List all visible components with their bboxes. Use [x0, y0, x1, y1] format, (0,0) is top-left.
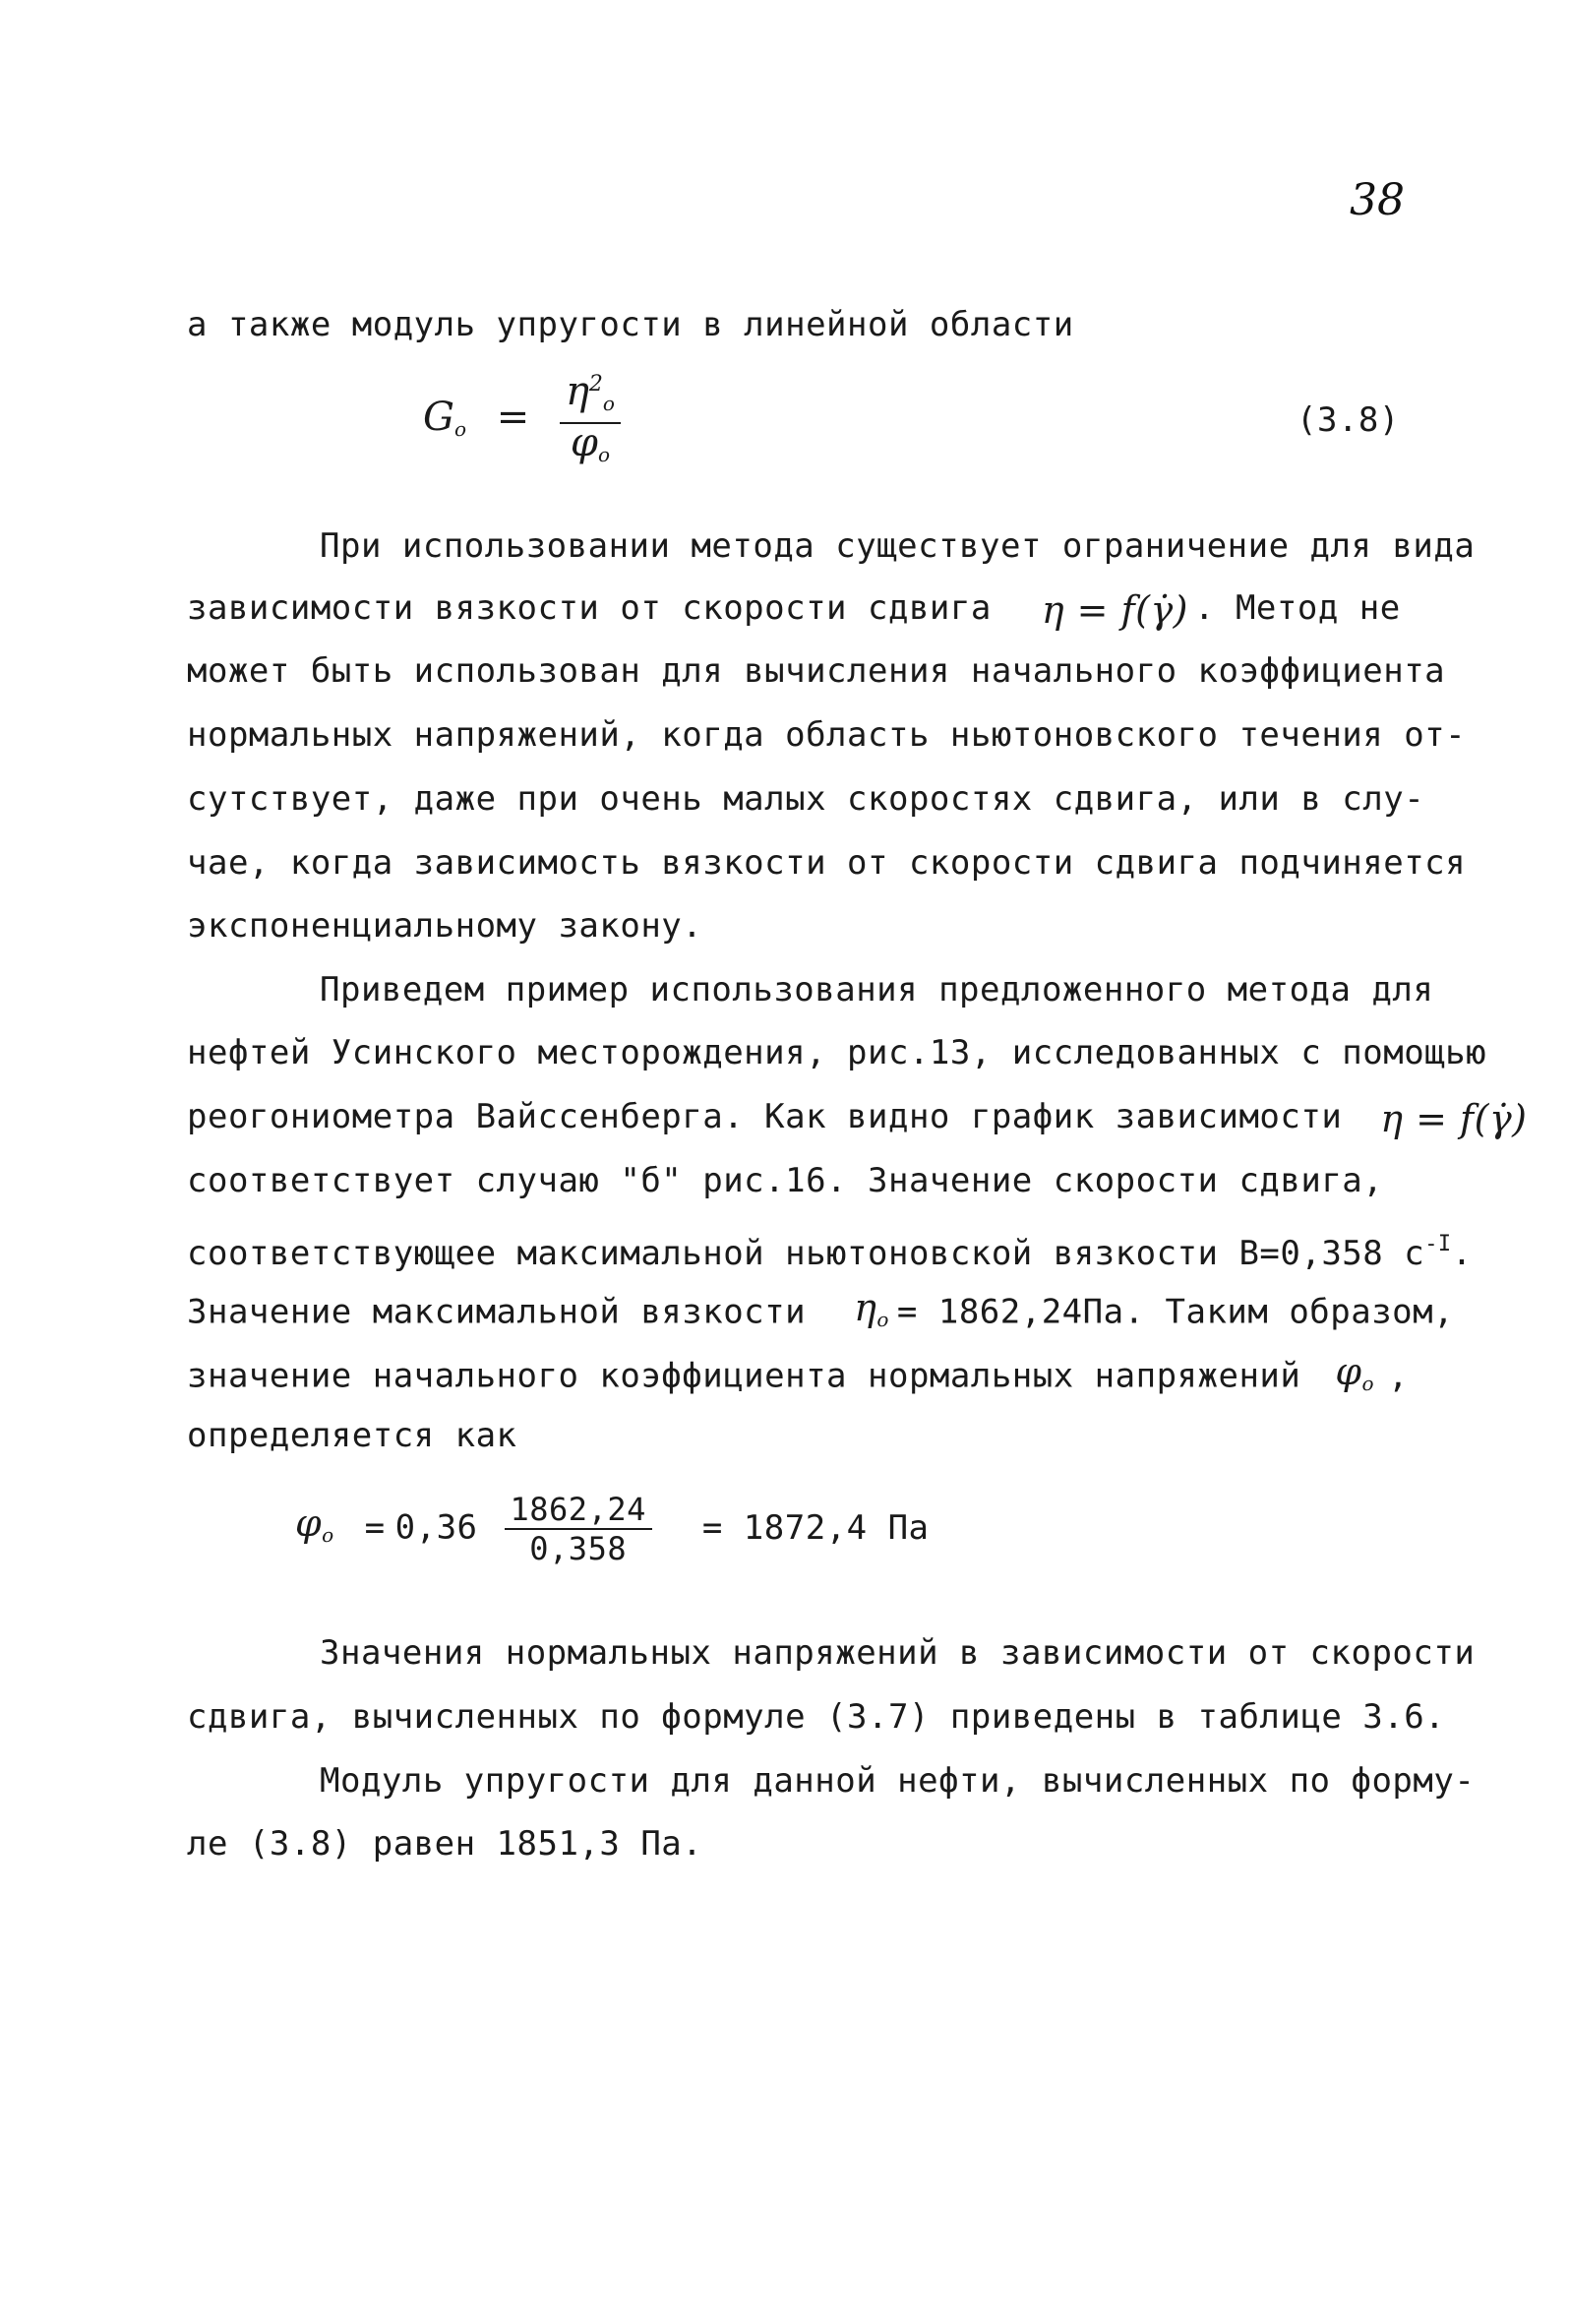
text-line: может быть использован для вычисления начального коэффициента: [187, 651, 1446, 691]
text-line: значение начального коэффициента нормальных напряжений $\varphi_o$ ,: [187, 1352, 1409, 1403]
eq-phi-denominator: 0,358: [529, 1530, 628, 1567]
text-line: зависимости вязкости от скорости сдвига η = f(γ̇) . Метод не: [187, 587, 1401, 632]
text-line: экспоненциальному закону.: [187, 906, 703, 946]
inline-formula-eta-f-gamma: η = f(γ̇): [1041, 587, 1189, 632]
equation-label: (3.8): [1297, 400, 1400, 440]
text-line: соответствующее максимальной ньютоновской вязкости В=0,358 $с^{-I}$.: [187, 1232, 1473, 1273]
text-line: Приведем пример использования предложенного метода для: [320, 970, 1434, 1009]
text-line: ле (3.8) равен 1851,3 Па.: [187, 1824, 703, 1864]
eq-lhs: $G_o$: [423, 394, 466, 441]
page-number: 38: [1350, 175, 1405, 225]
text-line: реогониометра Вайссенберга. Как видно график зависимости η = f(γ̇): [187, 1096, 1528, 1140]
eq-phi-lhs: $\varphi_o$: [295, 1501, 334, 1547]
inline-phi0: $\varphi_o$: [1335, 1350, 1375, 1395]
eq-equals: =: [496, 394, 530, 440]
inline-eta0: $\eta_o$: [854, 1286, 889, 1331]
equation-3-8: [423, 366, 621, 473]
text-line: соответствует случаю "б" рис.16. Значение скорости сдвига,: [187, 1161, 1384, 1200]
text-line: Значения нормальных напряжений в зависимости от скорости: [320, 1633, 1476, 1673]
text-line: определяется как: [187, 1416, 517, 1455]
text-line: Модуль упругости для данной нефти, вычисленных по форму-: [320, 1761, 1476, 1801]
inline-formula-eta-f-gamma: η = f(γ̇): [1380, 1096, 1528, 1140]
text-line: сутствует, даже при очень малых скоростях сдвига, или в слу-: [187, 779, 1425, 819]
text-line: а также модуль упругости в линейной области: [187, 305, 1074, 344]
text-line: Значение максимальной вязкости $\eta_o = 1862,24Па$. Таким образом,: [187, 1288, 1454, 1339]
text-line: сдвига, вычисленных по формуле (3.7) приведены в таблице 3.6.: [187, 1697, 1446, 1737]
text-line: При использовании метода существует ограничение для вида: [320, 526, 1476, 566]
eq-phi-result: = 1872,4 Па: [701, 1507, 930, 1548]
text-line: нефтей Усинского месторождения, рис.13, исследованных с помощью: [187, 1033, 1487, 1072]
eq-fraction: [560, 366, 621, 473]
text-line: нормальных напряжений, когда область ньютоновского течения от-: [187, 715, 1467, 755]
eq-phi-fraction: [505, 1491, 652, 1567]
eq-denominator: $\varphi_o$: [570, 420, 610, 466]
eq-numerator: $\eta^2_o$: [560, 366, 621, 424]
eq-phi-numerator: 1862,24: [505, 1491, 652, 1530]
text-line: чае, когда зависимость вязкости от скорости сдвига подчиняется: [187, 843, 1467, 883]
equation-phi0: $\varphi_o = 0,36$ $\frac{1862,24}{0,358}$ = 1872,4 Па: [295, 1491, 930, 1567]
